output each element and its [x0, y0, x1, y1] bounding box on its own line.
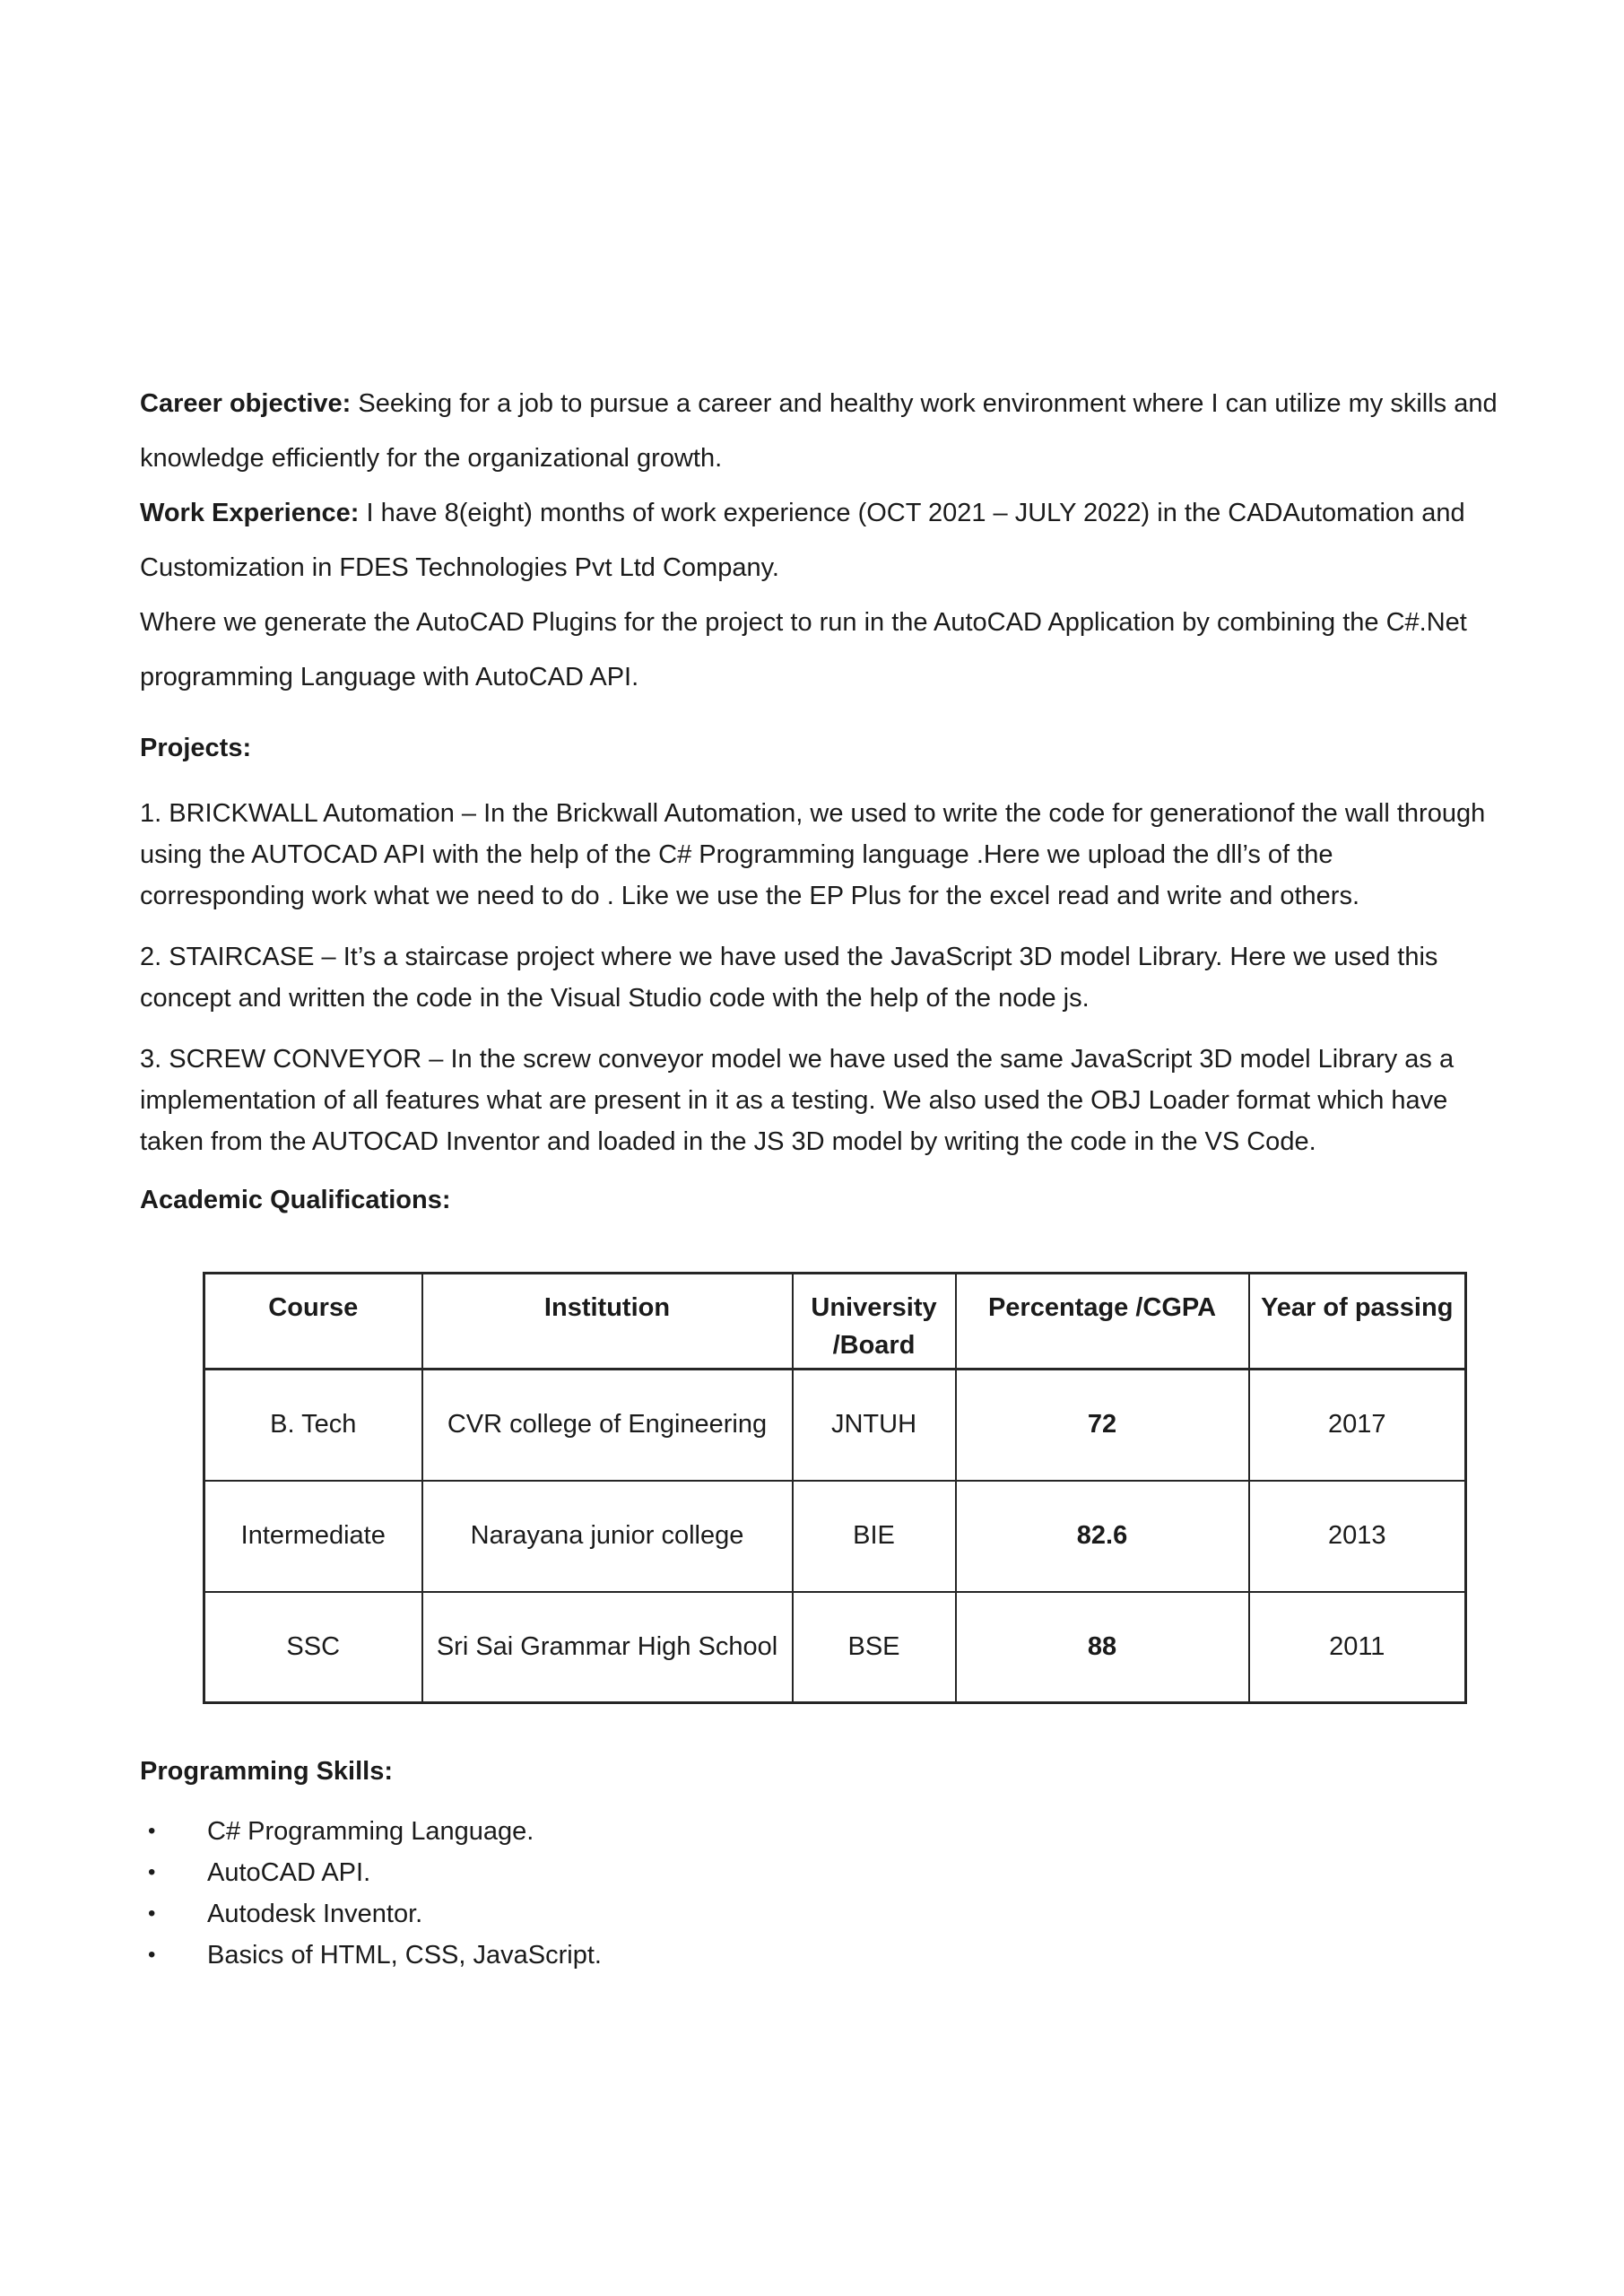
cell-board: BIE [793, 1481, 956, 1592]
header-year-of-passing: Year of passing [1249, 1274, 1466, 1370]
work-detail-paragraph: Where we generate the AutoCAD Plugins for the project to run in the AutoCAD Application by combining the C#.Net programming Language with AutoCAD API. [140, 608, 1467, 691]
qualifications-table-header [204, 1274, 1466, 1370]
qualifications-table-body [204, 1370, 1466, 1703]
cell-year: 2013 [1249, 1481, 1466, 1592]
bullet-icon: • [148, 1819, 156, 1843]
bullet-icon: • [148, 1901, 156, 1926]
skill-item [140, 1811, 1498, 1852]
programming-skills-list [140, 1811, 1498, 1976]
skill-item-label: Basics of HTML, CSS, JavaScript. [207, 1941, 602, 1970]
work-experience-text: I have 8(eight) months of work experience (OCT 2021 – JULY 2022) in the CADAutomation and Customization in FDES Technologies Pvt Ltd Company. [140, 499, 1465, 582]
qualifications-table [203, 1272, 1467, 1704]
project-item-brickwall: 1. BRICKWALL Automation – In the Brickwall Automation, we used to write the code for generationof the wall through using the AUTOCAD API with the help of the C# Programming language .Here we upload the dll’s of the corresponding work what we need to do . Like we use the EP Plus for the excel read and write and others. [140, 799, 1486, 910]
projects-heading: Projects: [140, 734, 252, 762]
cell-year: 2017 [1249, 1370, 1466, 1481]
skill-item [140, 1852, 1498, 1893]
project-item-screw-conveyor: 3. SCREW CONVEYOR – In the screw conveyor model we have used the same JavaScript 3D model Library as a implementation of all features what are present in it as a testing. We also used the OBJ Loader format which have taken from the AUTOCAD Inventor and loaded in the JS 3D model by writing the code in the VS Code. [140, 1045, 1455, 1156]
cell-board: BSE [793, 1592, 956, 1703]
cell-board: JNTUH [793, 1370, 956, 1481]
cell-percentage: 72 [956, 1370, 1249, 1481]
header-percentage-cgpa: Percentage /CGPA [956, 1274, 1249, 1370]
career-objective-text: Seeking for a job to pursue a career and healthy work environment where I can utilize my skills and knowledge efficiently for the organizational growth. [140, 389, 1498, 473]
project-item-staircase: 2. STAIRCASE – It’s a staircase project where we have used the JavaScript 3D model Library. Here we used this concept and written the code in the Visual Studio code with the help of the node js. [140, 943, 1438, 1013]
skill-item-label: Autodesk Inventor. [207, 1900, 423, 1928]
skill-item [140, 1935, 1498, 1976]
cell-year: 2011 [1249, 1592, 1466, 1703]
table-row [204, 1370, 1466, 1481]
skill-item [140, 1893, 1498, 1935]
table-header-row [204, 1274, 1466, 1370]
table-row [204, 1481, 1466, 1592]
cell-course: B. Tech [204, 1370, 422, 1481]
header-institution: Institution [422, 1274, 793, 1370]
header-course: Course [204, 1274, 422, 1370]
header-university-board: University /Board [793, 1274, 956, 1370]
cell-percentage: 88 [956, 1592, 1249, 1703]
cell-institution: Sri Sai Grammar High School [422, 1592, 793, 1703]
table-row [204, 1592, 1466, 1703]
skill-item-label: AutoCAD API. [207, 1858, 371, 1887]
work-experience-label: Work Experience: [140, 499, 360, 527]
bullet-icon: • [148, 1860, 156, 1884]
skill-item-label: C# Programming Language. [207, 1817, 534, 1846]
cell-institution: CVR college of Engineering [422, 1370, 793, 1481]
cell-course: Intermediate [204, 1481, 422, 1592]
cell-course: SSC [204, 1592, 422, 1703]
work-experience-paragraph [140, 486, 1498, 596]
bullet-icon: • [148, 1943, 156, 1967]
cell-percentage: 82.6 [956, 1481, 1249, 1592]
career-objective-label: Career objective: [140, 389, 352, 418]
academic-qualifications-heading: Academic Qualifications: [140, 1186, 451, 1214]
programming-skills-heading: Programming Skills: [140, 1757, 394, 1786]
cell-institution: Narayana junior college [422, 1481, 793, 1592]
career-objective-paragraph [140, 377, 1498, 486]
